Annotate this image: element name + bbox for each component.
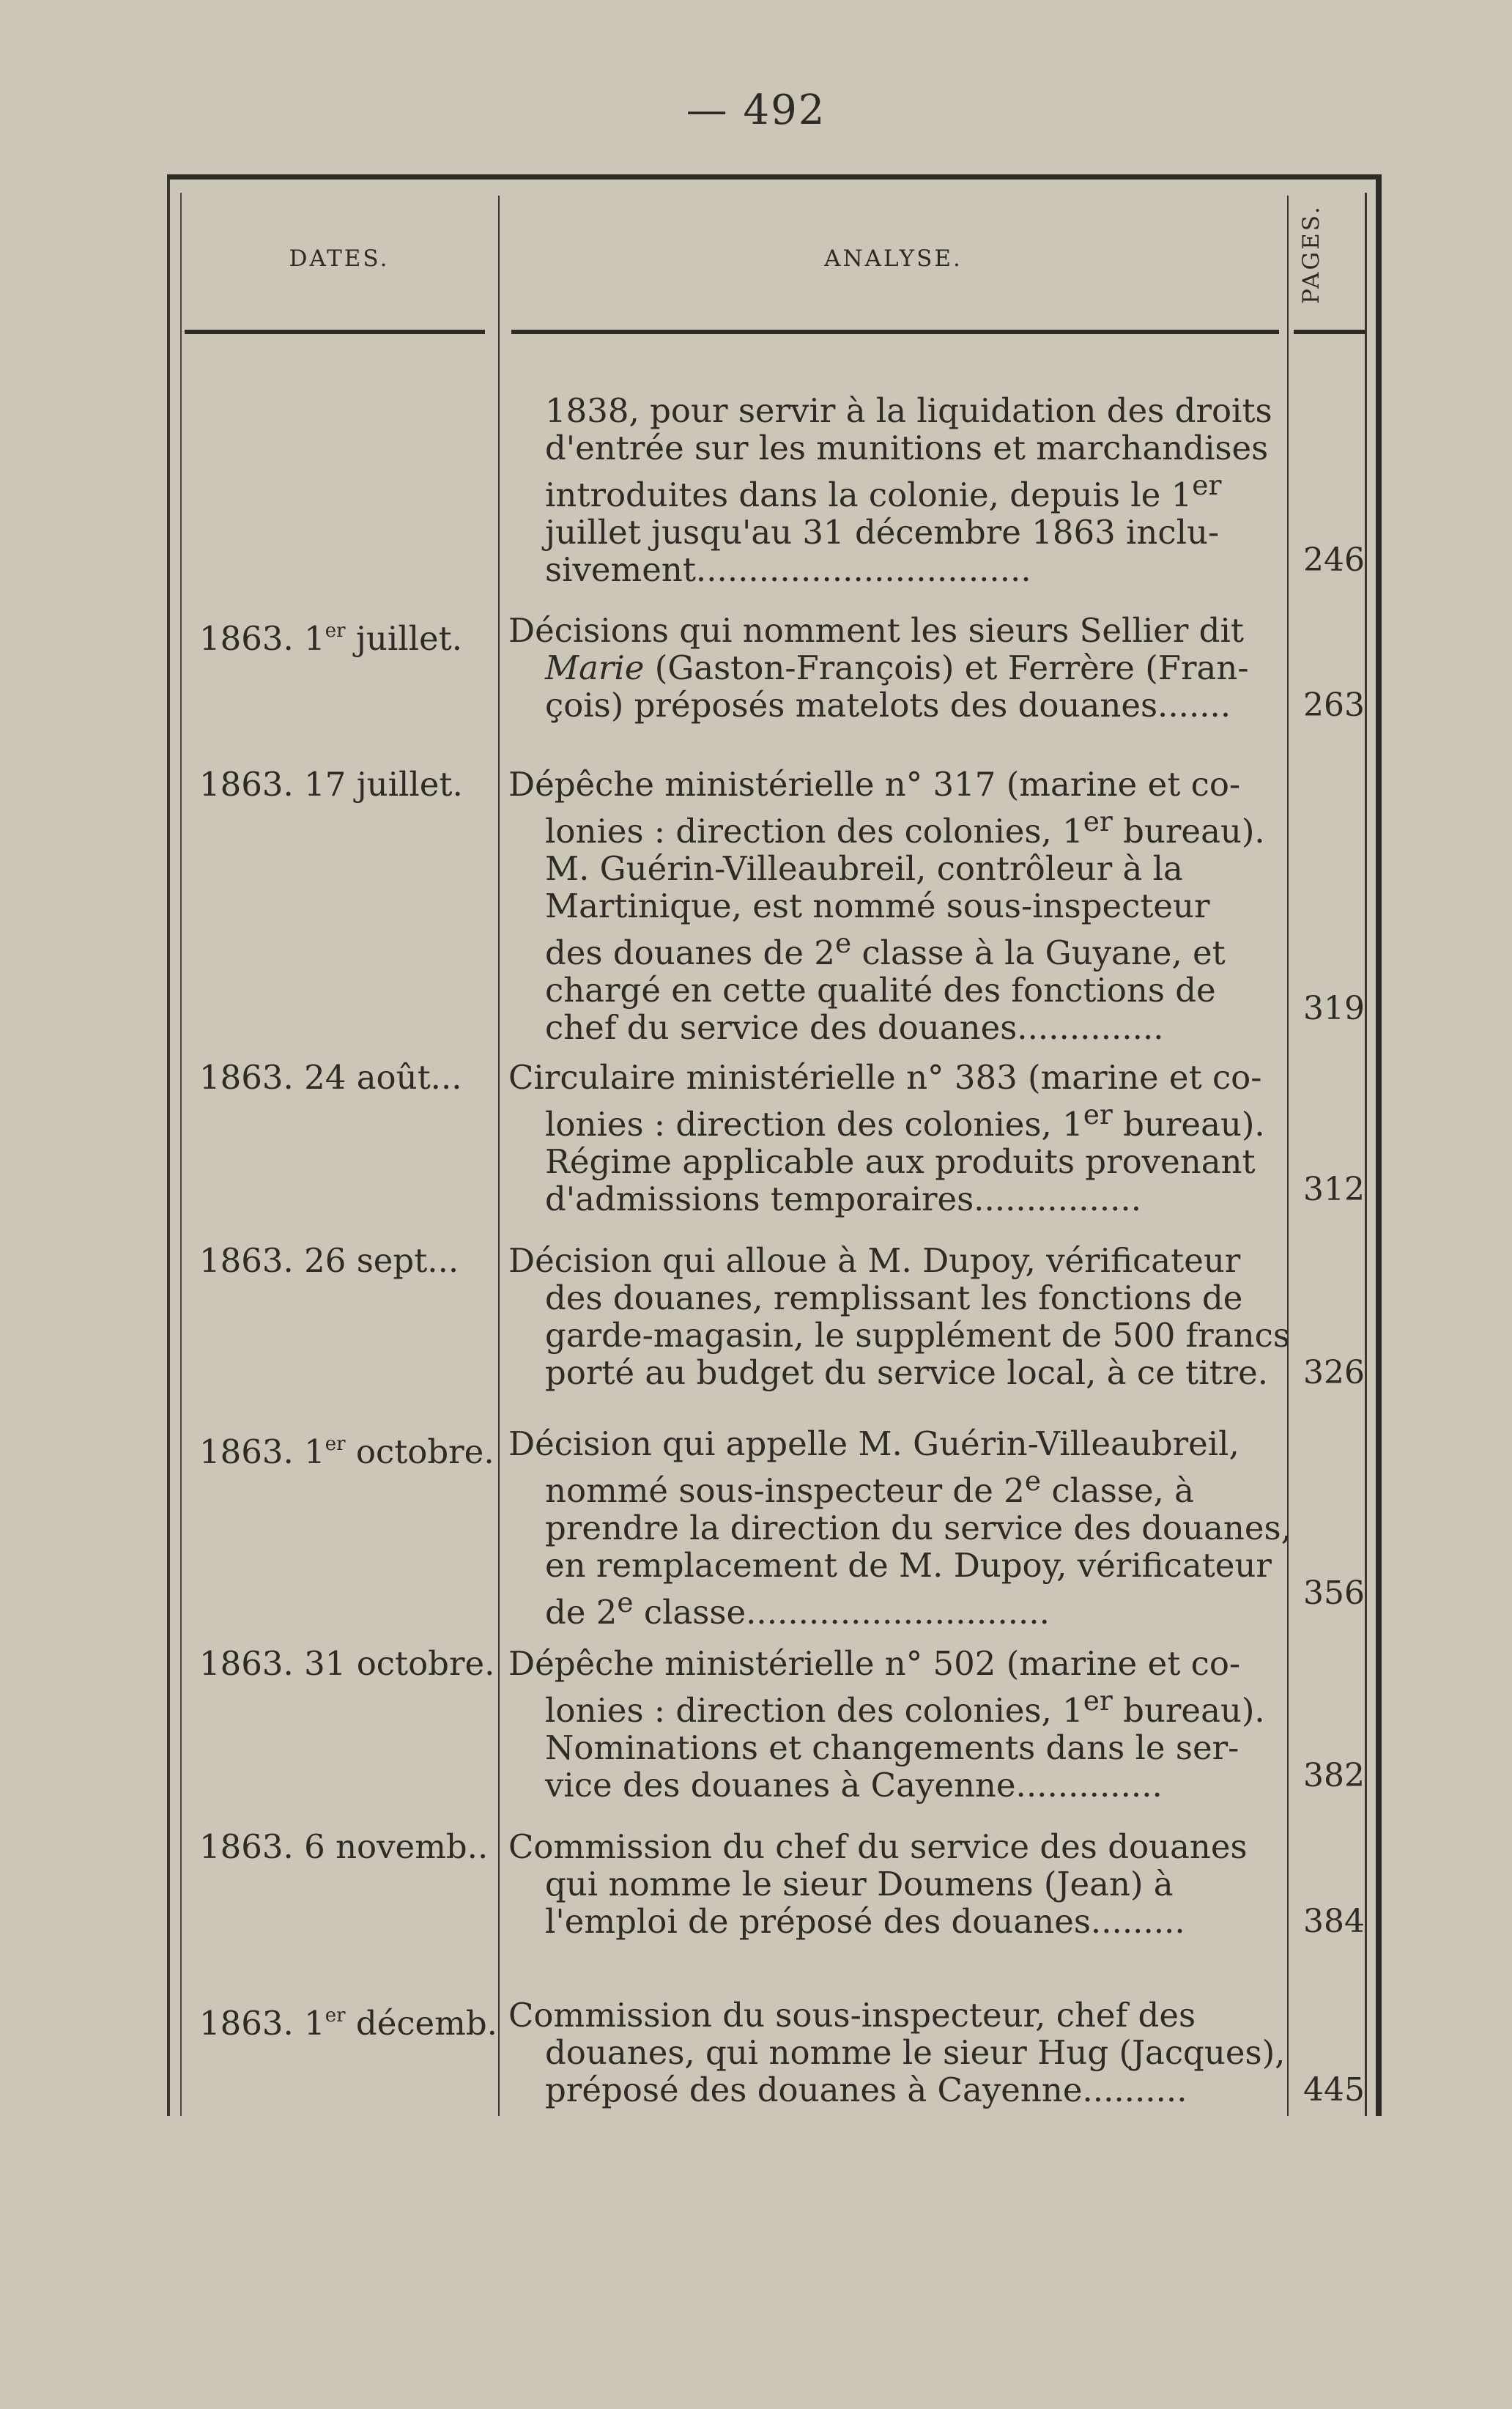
entry-analysis (508, 766, 1283, 1046)
analysis-line: Dépêche ministérielle n° 502 (marine et co- (508, 1644, 1241, 1683)
analysis-line: Décisions qui nomment les sieurs Sellier dit (508, 611, 1244, 650)
entry-page: 382 (1303, 1757, 1365, 1794)
analysis-line: lonies : direction des colonies, 1er bureau). (545, 805, 1265, 851)
analysis-line: Commission du sous-inspecteur, chef des (508, 1996, 1196, 2035)
entry-analysis (508, 1996, 1286, 2109)
analysis-line: préposé des douanes à Cayenne.......... (545, 2071, 1187, 2109)
entry-page: 263 (1303, 687, 1365, 724)
entry-date: 1863. 1er juillet. (199, 619, 463, 658)
entry-analysis (508, 1424, 1292, 1632)
analysis-line: Décision qui appelle M. Guérin-Villeaubreil, (508, 1424, 1239, 1463)
entry-analysis (508, 1828, 1283, 1940)
page-number: — 492 (686, 86, 826, 134)
analysis-line: Circulaire ministérielle n° 383 (marine et co- (508, 1058, 1262, 1097)
column-rule-analyse (1287, 196, 1289, 2116)
analysis-line: chargé en cette qualité des fonctions de (545, 971, 1216, 1010)
analysis-line: Nominations et changements dans le ser- (545, 1728, 1239, 1767)
analysis-line: introduites dans la colonie, depuis le 1er (545, 469, 1222, 514)
inner-right-rule (1365, 193, 1367, 2116)
analysis-line: d'admissions temporaires................ (545, 1180, 1142, 1218)
header-pages: PAGES. (1298, 204, 1324, 304)
entry-analysis (508, 1059, 1283, 1218)
analysis-line: M. Guérin-Villeaubreil, contrôleur à la (545, 849, 1183, 888)
header-rule-dates (185, 330, 485, 334)
entry-analysis (508, 612, 1283, 724)
analysis-line: vice des douanes à Cayenne.............. (545, 1766, 1163, 1805)
analysis-line: des douanes, remplissant les fonctions de (545, 1278, 1243, 1317)
analysis-line: en remplacement de M. Dupoy, vérificateur (545, 1546, 1272, 1585)
analysis-line: d'entrée sur les munitions et marchandises (545, 429, 1269, 467)
analysis-line: de 2e classe............................. (545, 1586, 1050, 1632)
entry-analysis (508, 1241, 1290, 1392)
analysis-line: qui nomme le sieur Doumens (Jean) à (545, 1865, 1174, 1903)
entry-date: 1863. 31 octobre. (199, 1644, 495, 1683)
entry-page: 312 (1303, 1171, 1365, 1208)
entry-page: 356 (1303, 1574, 1365, 1612)
analysis-line: çois) préposés matelots des douanes....... (545, 686, 1231, 725)
entry-page: 319 (1303, 990, 1365, 1027)
entry-page: 326 (1303, 1354, 1365, 1391)
analysis-line: 1838, pour servir à la liquidation des droits (545, 391, 1272, 430)
entry-date: 1863. 1er décemb. (199, 2004, 497, 2043)
analysis-line: sivement................................ (545, 550, 1031, 589)
analysis-line: Martinique, est nommé sous-inspecteur (545, 887, 1210, 925)
analysis-line: des douanes de 2e classe à la Guyane, et (545, 927, 1226, 972)
entry-page: 445 (1303, 2071, 1365, 2109)
entry-analysis (508, 392, 1283, 588)
analysis-line: Dépêche ministérielle n° 317 (marine et co- (508, 765, 1241, 804)
analysis-line: Commission du chef du service des douanes (508, 1827, 1248, 1866)
entry-date: 1863. 24 août... (199, 1058, 462, 1097)
analysis-line: Décision qui alloue à M. Dupoy, vérificateur (508, 1241, 1241, 1280)
entry-date: 1863. 6 novemb.. (199, 1827, 489, 1866)
index-table (167, 174, 1382, 2116)
header-rule-analyse (511, 330, 1279, 334)
entry-date: 1863. 26 sept... (199, 1241, 459, 1280)
analysis-line: lonies : direction des colonies, 1er bureau). (545, 1684, 1265, 1730)
entry-date: 1863. 1er octobre. (199, 1432, 494, 1471)
header-rule-pages (1294, 330, 1365, 334)
analysis-line: douanes, qui nomme le sieur Hug (Jacques), (545, 2033, 1286, 2072)
header-analyse: ANALYSE. (824, 245, 963, 272)
analysis-line: Régime applicable aux produits provenant (545, 1142, 1256, 1181)
analysis-line: porté au budget du service local, à ce titre. (545, 1353, 1269, 1392)
analysis-line: Marie (Gaston-François) et Ferrère (Fran- (545, 648, 1249, 687)
analysis-line: garde-magasin, le supplément de 500 francs (545, 1316, 1290, 1355)
entry-page: 384 (1303, 1903, 1365, 1940)
analysis-line: juillet jusqu'au 31 décembre 1863 inclu- (545, 513, 1220, 552)
inner-left-rule (180, 193, 182, 2116)
entry-analysis (508, 1645, 1283, 1804)
analysis-line: l'emploi de préposé des douanes......... (545, 1902, 1185, 1941)
entry-date: 1863. 17 juillet. (199, 765, 463, 804)
analysis-line: prendre la direction du service des douanes, (545, 1509, 1292, 1547)
header-dates: DATES. (289, 245, 390, 272)
analysis-line: chef du service des douanes.............. (545, 1008, 1164, 1047)
entry-page: 246 (1303, 541, 1365, 579)
analysis-line: nommé sous-inspecteur de 2e classe, à (545, 1465, 1194, 1510)
analysis-line: lonies : direction des colonies, 1er bureau). (545, 1098, 1265, 1144)
